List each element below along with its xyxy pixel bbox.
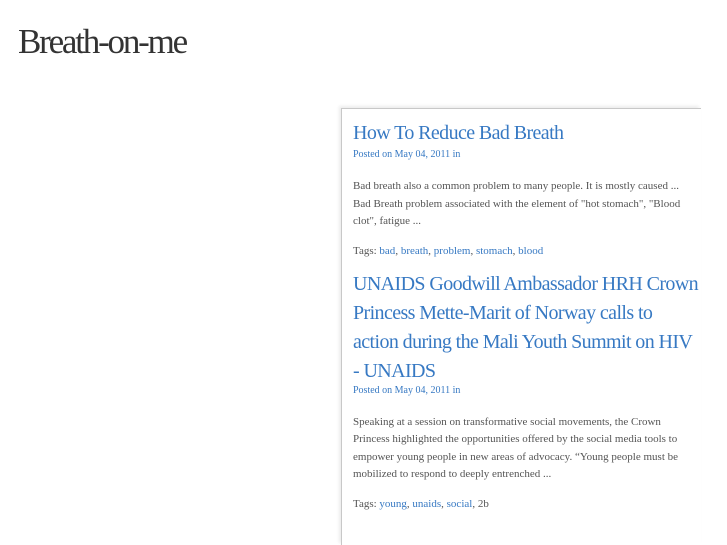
post-meta: Posted on May 04, 2011 in (353, 384, 461, 396)
post-excerpt: Speaking at a session on transformative social movements, the Crown Princess highlighted the opportunities offered by the social media tools to empower young people in new areas of advocacy. “Young people must be mobilized to respond to deeply entrenched ... (353, 415, 679, 480)
post-title (353, 270, 701, 386)
tag-link[interactable]: bad (379, 244, 396, 257)
post-tags: Tags: bad, breath, problem, stomach, blood (353, 244, 544, 257)
tag-text: 2b (477, 497, 489, 510)
post-title-link[interactable]: UNAIDS Goodwill Ambassador HRH Crown Princess Mette-Marit of Norway calls to action during the Mali Youth Summit on HIV - UNAIDS (353, 272, 699, 382)
tags-label: Tags: (353, 497, 377, 510)
post-title (353, 119, 701, 148)
tag-link[interactable]: breath (400, 244, 429, 257)
post (342, 270, 701, 511)
tag-link[interactable]: unaids (412, 497, 442, 510)
content-panel (341, 108, 701, 545)
post-meta: Posted on May 04, 2011 in (353, 149, 461, 160)
tag-link[interactable]: young (379, 497, 407, 510)
tags-label: Tags: (353, 244, 377, 257)
post-title-link[interactable]: How To Reduce Bad Breath (353, 122, 564, 144)
site-title[interactable]: Breath-on-me (18, 22, 186, 61)
post-tags: Tags: young, unaids, social, 2b (353, 497, 489, 510)
tag-link[interactable]: stomach (475, 244, 513, 257)
post-excerpt: Bad breath also a common problem to many people. It is mostly caused ... Bad Breath problem associated with the element of "hot stomach", "Blood clot", fatigue ... (353, 180, 681, 227)
tag-link[interactable]: blood (518, 244, 544, 257)
tag-link[interactable]: problem (433, 244, 471, 257)
tag-link[interactable]: social (446, 497, 473, 510)
post (342, 119, 701, 258)
